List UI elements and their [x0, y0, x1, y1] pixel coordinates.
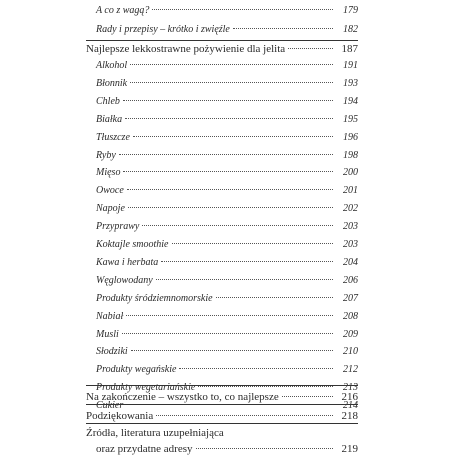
section-divider [86, 40, 358, 41]
toc-page-number: 212 [343, 364, 358, 375]
toc-subsection-entry[interactable] [96, 61, 358, 71]
toc-subsection-entry[interactable] [96, 204, 358, 214]
dot-leader [126, 315, 333, 316]
toc-section-entry-line1[interactable]: Źródła, literatura uzupełniająca [86, 427, 224, 439]
section-divider [86, 404, 358, 405]
toc-entry-title: Mięso [96, 167, 121, 178]
toc-subsection-entry[interactable] [96, 186, 358, 196]
toc-entry-title: Chleb [96, 96, 120, 107]
toc-entry-title: Produkty wegetariańskie [96, 382, 196, 393]
toc-subsection-entry[interactable] [96, 294, 358, 304]
toc-entry-title: Kawa i herbata [96, 257, 159, 268]
section-divider [86, 385, 358, 386]
toc-page-number: 195 [343, 114, 358, 125]
toc-subsection-entry[interactable] [96, 6, 358, 16]
toc-subsection-entry[interactable] [96, 115, 358, 125]
toc-page-number: 202 [343, 203, 358, 214]
toc-subsection-entry[interactable] [96, 97, 358, 107]
toc-subsection-entry[interactable] [96, 222, 358, 232]
toc-subsection-entry[interactable] [96, 133, 358, 143]
toc-entry-title: Rady i przepisy – krótko i zwięźle [96, 24, 230, 35]
toc-section-entry[interactable] [86, 44, 358, 55]
toc-section-entry[interactable] [86, 411, 358, 422]
toc-page-number: 214 [343, 400, 358, 411]
toc-entry-title: Napoje [96, 203, 125, 214]
toc-entry-title: A co z wagą? [96, 5, 150, 16]
toc-subsection-entry[interactable] [96, 151, 358, 161]
toc-page-number: 196 [343, 132, 358, 143]
dot-leader [130, 82, 333, 83]
toc-subsection-entry[interactable] [96, 347, 358, 357]
toc-subsection-entry[interactable] [96, 365, 358, 375]
toc-page-number: 179 [343, 5, 358, 16]
toc-subsection-entry[interactable] [96, 240, 358, 250]
toc-entry-title: oraz przydatne adresy [96, 443, 193, 455]
toc-entry-title: Białka [96, 114, 123, 125]
toc-page-number: 208 [343, 311, 358, 322]
dot-leader [127, 189, 333, 190]
toc-entry-title: Produkty wegańskie [96, 364, 177, 375]
toc-page-number: 191 [343, 60, 358, 71]
dot-leader [156, 279, 333, 280]
toc-subsection-entry[interactable] [96, 276, 358, 286]
toc-entry-title: Owoce [96, 185, 124, 196]
toc-section-entry[interactable] [86, 392, 358, 403]
toc-subsection-entry[interactable] [96, 330, 358, 340]
dot-leader [122, 333, 333, 334]
toc-page-number: 204 [343, 257, 358, 268]
toc-entry-title: Alkohol [96, 60, 128, 71]
toc-page-number: 210 [343, 346, 358, 357]
toc-entry-title: Najlepsze lekkostrawne pożywienie dla jelita [86, 43, 286, 55]
toc-page-number: 203 [343, 221, 358, 232]
toc-page-number: 207 [343, 293, 358, 304]
toc-entry-title: Koktajle smoothie [96, 239, 169, 250]
toc-page-number: 206 [343, 275, 358, 286]
toc-entry-title: Błonnik [96, 78, 128, 89]
toc-entry-title: Nabiał [96, 311, 124, 322]
toc-page-number: 194 [343, 96, 358, 107]
toc-subsection-entry[interactable] [96, 312, 358, 322]
toc-page-number: 201 [343, 185, 358, 196]
dot-leader [156, 415, 333, 416]
toc-entry-title: Węglowodany [96, 275, 153, 286]
dot-leader [142, 225, 333, 226]
toc-page-number: 193 [343, 78, 358, 89]
dot-leader [282, 396, 333, 397]
dot-leader [152, 9, 333, 10]
dot-leader [179, 368, 333, 369]
toc-entry-title: Na zakończenie – wszystko to, co najlepsze [86, 391, 279, 403]
dot-leader [172, 243, 334, 244]
toc-page-number: 203 [343, 239, 358, 250]
toc-entry-title: Słodziki [96, 346, 128, 357]
dot-leader [128, 207, 333, 208]
dot-leader [130, 64, 333, 65]
dot-leader [123, 171, 333, 172]
toc-section-entry[interactable] [96, 444, 358, 455]
toc-subsection-entry[interactable] [96, 25, 358, 35]
toc-page-number: 187 [341, 43, 358, 55]
dot-leader [198, 386, 333, 387]
dot-leader [196, 448, 333, 449]
dot-leader [123, 100, 333, 101]
toc-subsection-entry[interactable] [96, 168, 358, 178]
toc-page-number: 209 [343, 329, 358, 340]
toc-entry-title: Przyprawy [96, 221, 140, 232]
dot-leader [133, 136, 333, 137]
toc-entry-title: Tłuszcze [96, 132, 130, 143]
dot-leader [216, 297, 333, 298]
toc-page-number: 182 [343, 24, 358, 35]
dot-leader [161, 261, 333, 262]
toc-page-number: 213 [343, 382, 358, 393]
toc-entry-title: Musli [96, 329, 119, 340]
toc-page-number: 198 [343, 150, 358, 161]
toc-entry-title: Podziękowania [86, 410, 154, 422]
dot-leader [288, 48, 333, 49]
toc-entry-title: Produkty śródziemnomorskie [96, 293, 213, 304]
toc-entry-title: Cukier [96, 400, 124, 411]
dot-leader [125, 118, 333, 119]
dot-leader [119, 154, 333, 155]
toc-subsection-entry[interactable] [96, 258, 358, 268]
toc-page-number: 218 [341, 410, 358, 422]
dot-leader [131, 350, 333, 351]
toc-page-number: 219 [341, 443, 358, 455]
toc-page-number: 216 [341, 391, 358, 403]
toc-entry-title: Ryby [96, 150, 116, 161]
toc-page-number: 200 [343, 167, 358, 178]
toc-subsection-entry[interactable] [96, 79, 358, 89]
section-divider [86, 423, 358, 424]
dot-leader [233, 28, 333, 29]
